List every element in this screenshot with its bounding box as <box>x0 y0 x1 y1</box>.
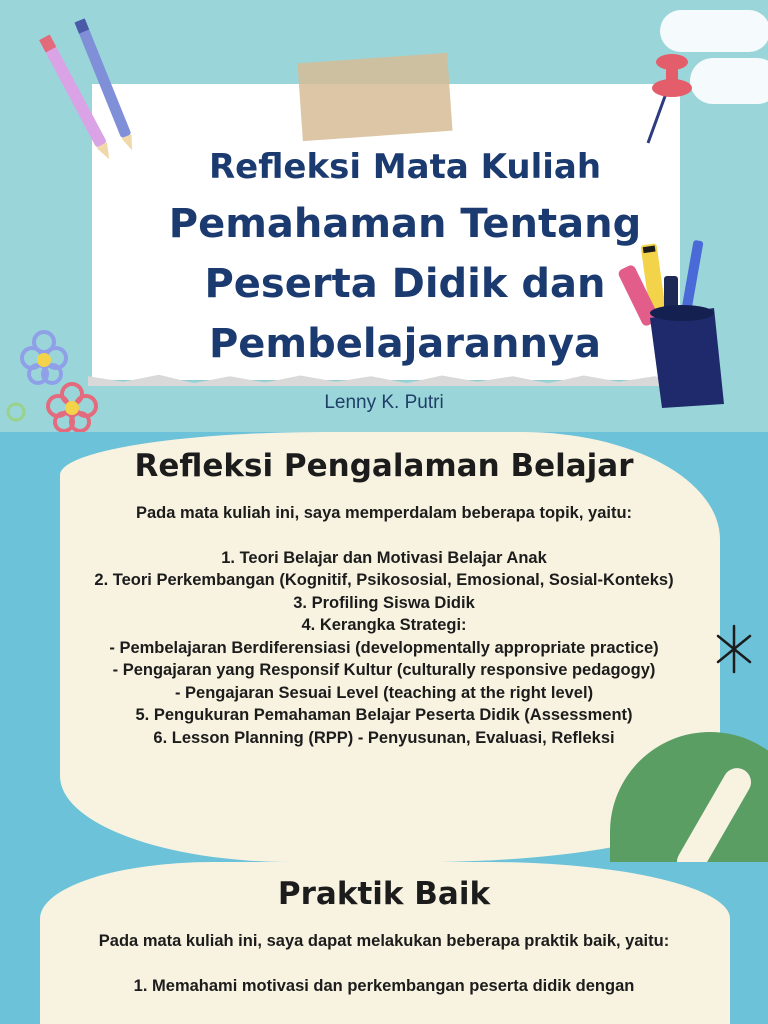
list-item: 5. Pengukuran Pemahaman Belajar Peserta Didik (Assessment) <box>135 706 633 724</box>
title-slide <box>0 0 768 432</box>
title-line: Pemahaman Tentang <box>168 201 642 247</box>
sparkle-icon <box>714 624 754 674</box>
intro-text: Pada mata kuliah ini, saya memperdalam beberapa topik, yaitu: <box>135 504 633 522</box>
list-item: - Pengajaran yang Responsif Kultur (culturally responsive pedagogy) <box>112 661 656 679</box>
title-line: Peserta Didik dan <box>204 261 606 307</box>
reflection-slide <box>0 432 768 862</box>
intro-text: Pada mata kuliah ini, saya dapat melakukan beberapa praktik baik, yaitu: <box>98 932 670 950</box>
section-title: Refleksi Pengalaman Belajar <box>134 448 634 484</box>
cloud-decoration <box>660 10 768 52</box>
good-practice-slide <box>0 862 768 1024</box>
spacer <box>70 525 698 547</box>
section-title: Praktik Baik <box>277 876 491 912</box>
flower-icon <box>10 320 100 432</box>
list-item: 4. Kerangka Strategi: <box>301 616 467 634</box>
slide-title <box>140 140 670 374</box>
list-item: 3. Profiling Siswa Didik <box>293 593 475 612</box>
list-item: - Pengajaran Sesuai Level (teaching at the right level) <box>174 683 594 702</box>
title-line: Pembelajarannya <box>208 321 602 367</box>
tape-decoration <box>297 53 452 141</box>
reflection-body <box>70 502 698 749</box>
title-line: Refleksi Mata Kuliah <box>208 147 602 187</box>
practice-body <box>70 930 698 997</box>
push-pin-icon <box>632 48 702 148</box>
list-item: 1. Teori Belajar dan Motivasi Belajar Anak <box>221 548 547 567</box>
list-item: 6. Lesson Planning (RPP) - Penyusunan, Evaluasi, Refleksi <box>153 728 615 747</box>
spacer <box>70 953 698 975</box>
pencil-icon <box>40 14 140 164</box>
list-item: 1. Memahami motivasi dan perkembangan peserta didik dengan <box>133 976 635 995</box>
list-item: 2. Teori Perkembangan (Kognitif, Psikososial, Emosional, Sosial-Konteks) <box>94 571 674 589</box>
list-item: - Pembelajaran Berdiferensiasi (developmentally appropriate practice) <box>109 638 659 657</box>
author-name: Lenny K. Putri <box>324 392 444 413</box>
